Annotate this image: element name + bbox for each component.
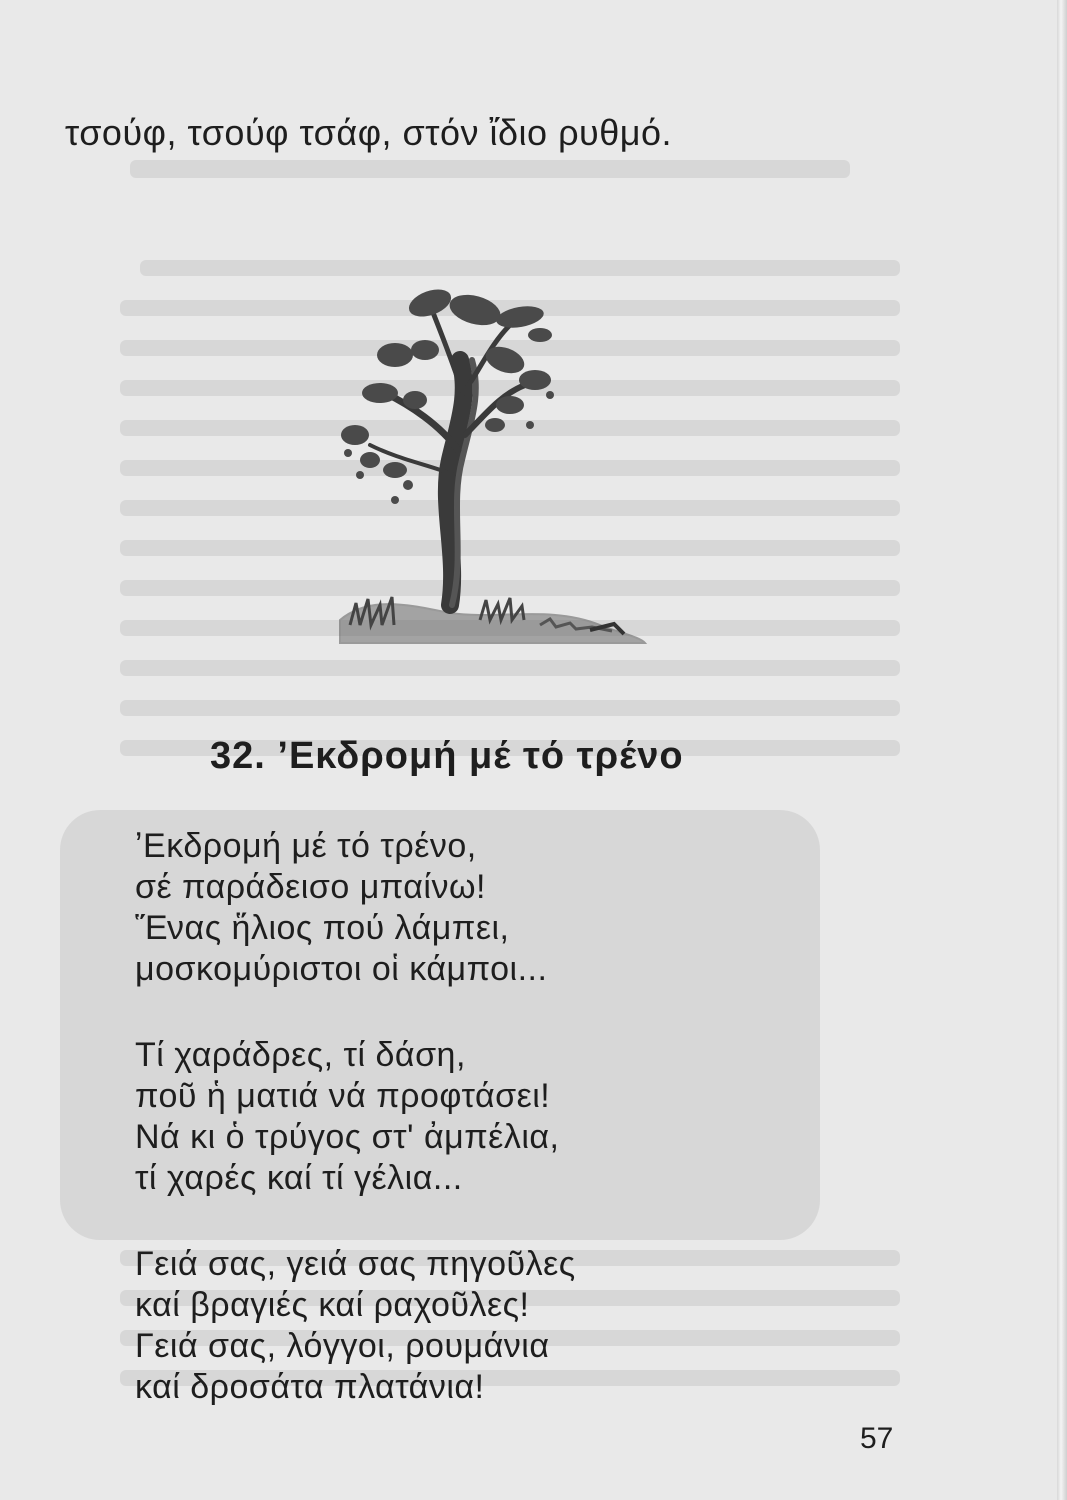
continued-verse-line: τσούφ, τσούφ τσάφ, στόν ἴδιο ρυθμό.	[65, 112, 673, 153]
poem-line: μοσκομύριστοι οἱ κάμποι...	[135, 950, 548, 988]
page-number: 57	[860, 1422, 894, 1455]
poem-line: Ἕνας ἥλιος πού λάμπει,	[135, 909, 510, 947]
poem-line: Νά κι ὁ τρύγος στ' ἀμπέλια,	[135, 1118, 560, 1156]
poem-line: σέ παράδεισο μπαίνω!	[135, 868, 486, 906]
poem-stanza	[135, 826, 576, 990]
poem-line: Γειά σας, γειά σας πηγοῦλες	[135, 1245, 576, 1283]
poem-stanza	[135, 1035, 576, 1199]
poem-stanza	[135, 1244, 576, 1408]
poem-body	[135, 826, 576, 1408]
page-edge	[1057, 0, 1067, 1500]
poem-line: ποῦ ἡ ματιά νά προφτάσει!	[135, 1077, 551, 1115]
tree-illustration-icon	[300, 275, 650, 675]
poem-line: Τί χαράδρες, τί δάση,	[135, 1036, 466, 1074]
poem-line: ʼΕκδρομή μέ τό τρένο,	[135, 827, 477, 865]
poem-line: τί χαρές καί τί γέλια...	[135, 1159, 463, 1197]
ground-grass	[340, 597, 645, 643]
poem-line: Γειά σας, λόγγοι, ρουμάνια	[135, 1327, 550, 1365]
poem-line: καί βραγιές καί ραχοῦλες!	[135, 1286, 530, 1324]
poem-line: καί δροσάτα πλατάνια!	[135, 1368, 485, 1406]
poem-title: 32. ʼΕκδρομή μέ τό τρένο	[210, 735, 684, 777]
